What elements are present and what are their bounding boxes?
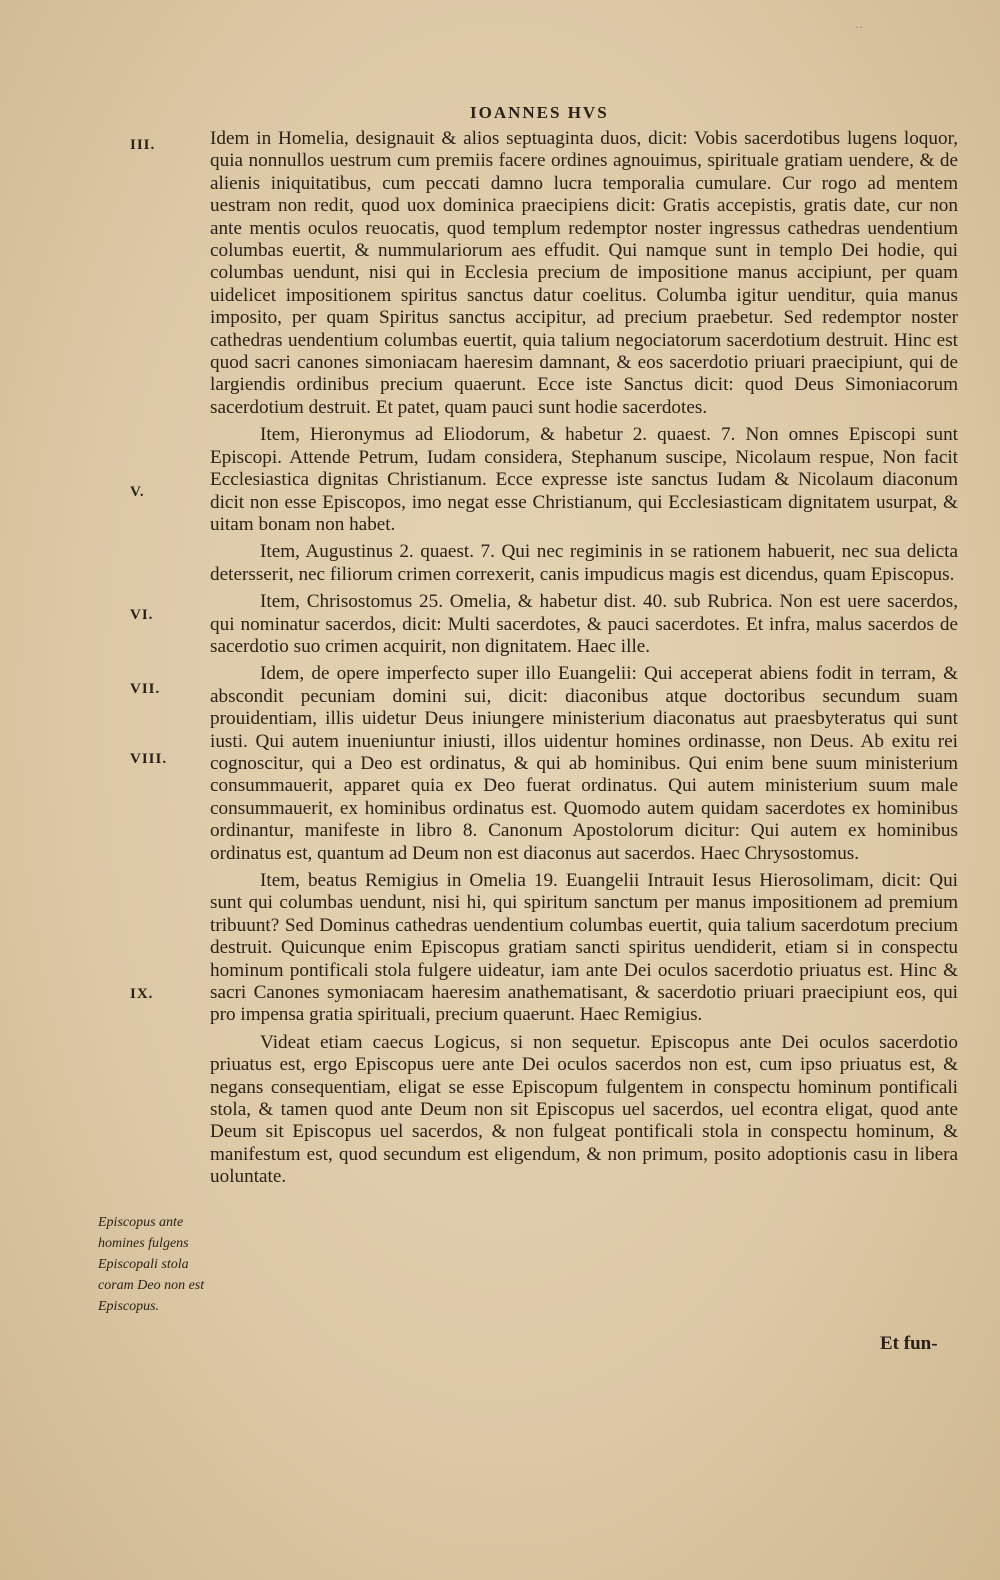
main-text — [210, 128, 958, 1190]
running-header: IOANNES HVS — [470, 103, 609, 122]
paragraph: Item, Augustinus 2. quaest. 7. Qui nec regiminis in se rationem habuerit, nec sua delicta detersserit, nec filiorum crimen correxerit, canis impudicus magis est dicendus, quam Episcopus. — [210, 541, 958, 585]
margin-numeral: VII. — [130, 681, 161, 697]
paragraph: Item, beatus Remigius in Omelia 19. Euangelii Intrauit Iesus Hierosolimam, dicit: Qui sunt qui columbas uendunt, nisi hi, qui spiritum sanctum per manus impositionem ad premium tribuunt? Sed Dominus cathedras uendentium columbas euertit, quia talium sacerdotum precium destruit. Quicunque enim Episcopus gratiam sancti spiritus uendiderit, etiam si in conspectu hominum pontificali stola fulgere uideatur, iam ante Dei oculos sacerdotio priuatus est. Hinc & sacri Canones symoniacam haeresim anathematisant, & sacerdotio priuari praecipiunt eos, qui pro impensa gratia spirituali, precium quaerunt. Haec Remigius. — [210, 870, 958, 1026]
corner-mark: ·· — [855, 20, 863, 34]
margin-note: Episcopus ante homines fulgens Episcopali stola coram Deo non est Episcopus. — [98, 1215, 205, 1314]
margin-numeral: VIII. — [130, 751, 168, 767]
margin-numeral: V. — [130, 484, 145, 500]
paragraph: Videat etiam caecus Logicus, si non sequetur. Episcopus ante Dei oculos sacerdotio priuatus est, ergo Episcopus uere ante Dei oculos sacerdos non est, cum ipso priuatus est, & negans consequentiam, eligat se esse Episcopum fulgentem in conspectu hominum pontificali stola, & tamen quod ante Deum non sit Episcopus uel sacerdos, uel econtra eligat, quod ante Deum sit Episcopus uel sacerdos, & non fulgeat pontificali stola in conspectu hominum, & manifestum est, quod secundum est eligendum, & non primum, posito adoptionis casu in libera uoluntate. — [210, 1031, 958, 1188]
margin-numeral: VI. — [130, 607, 154, 623]
paragraph: Idem, de opere imperfecto super illo Euangelii: Qui acceperat abiens fodit in terram, & abscondit pecuniam domini sui, dicit: diaconibus atque doctoribus secundum suam prouidentiam, illis uidetur Deus iniungere ministerium diaconatus aut praesbyteratus qui sunt iusti. Qui autem inueniuntur iniusti, illos uidentur homines ordinasse, non Deus. Ab exitu rei cognoscitur, qui a Deo est ordinatus, & qui ab hominibus. Qui enim bene suum ministerium consummauerit, apparet quia ex Deo fuerat ordinatus. Qui autem ministerium suum male consummauerit, ex hominibus ordinatus est. Quomodo autem quidam sacerdotes ex hominibus ordinantur, manifeste in libro 8. Canonum Apostolorum dicitur: Qui autem ex hominibus ordinatus est, quantum ad Deum non est diaconus aut sacerdos. Haec Chrysostomus. — [210, 663, 958, 864]
catchword: Et fun- — [880, 1333, 938, 1354]
paragraph: Item, Hieronymus ad Eliodorum, & habetur 2. quaest. 7. Non omnes Episcopi sunt Episcopi. Attende Petrum, Iudam considera, Stephanum suscipe, Nicolaum respue, Non facit Ecclesiastica dignitas Christianum. Ecce expresse iste sanctus Iudam & Nicolaum diaconum dicit non esse Episcopos, imo negat esse Christianum, qui Ecclesiasticam dignitatem usurpat, & uitam bonam non habet. — [210, 424, 958, 535]
margin-numeral: IX. — [130, 986, 154, 1002]
paragraph: Item, Chrisostomus 25. Omelia, & habetur dist. 40. sub Rubrica. Non est uere sacerdos, qui nominatur sacerdos, dicit: Multi sacerdotes, & pauci sacerdotes. Et infra, malus sacerdos de sacerdotio suo crimen acquirit, non dignitatem. Haec ille. — [210, 591, 958, 657]
margin-numeral: III. — [130, 137, 156, 153]
paragraph: Idem in Homelia, designauit & alios septuaginta duos, dicit: Vobis sacerdotibus lugens loquor, quia nonnullos uestrum cum premiis facere ordines agnouimus, spirituale gratiam uendere, & de alienis iniquitatibus, cum peccati damno lucra temporalia cumulare. Cur rogo ad mentem uestram non redit, quod uox dominica praecipiens dicit: Gratis accepistis, gratis date, cur non ante mentis oculos reuocatis, quod templum redemptor noster ingressus cathedras uendentium columbas euertit, & nummulariorum aes effudit. Qui namque sunt in templo Dei hodie, qui columbas uendunt, nisi qui in Ecclesia precium de impositione manus accipiunt, per quam uidelicet impositionem spiritus sanctus datur coelitus. Columba igitur uenditur, quia manus imposito, per quam Spiritus sanctus accipitur, ad precium praebetur. Sed redemptor noster cathedras uendentium columbas euertit, quia talium negociatorum sacerdotium destruit. Hinc est quod sacri canones simoniacam haeresim damnant, & eos sacerdotio priuari praecipiunt, qui de largiendis ordinibus precium quaerunt. Ecce iste Sanctus dicit: quod Deus Simoniacorum sacerdotium destruit. Et patet, quam pauci sunt hodie sacerdotes. — [210, 128, 958, 418]
